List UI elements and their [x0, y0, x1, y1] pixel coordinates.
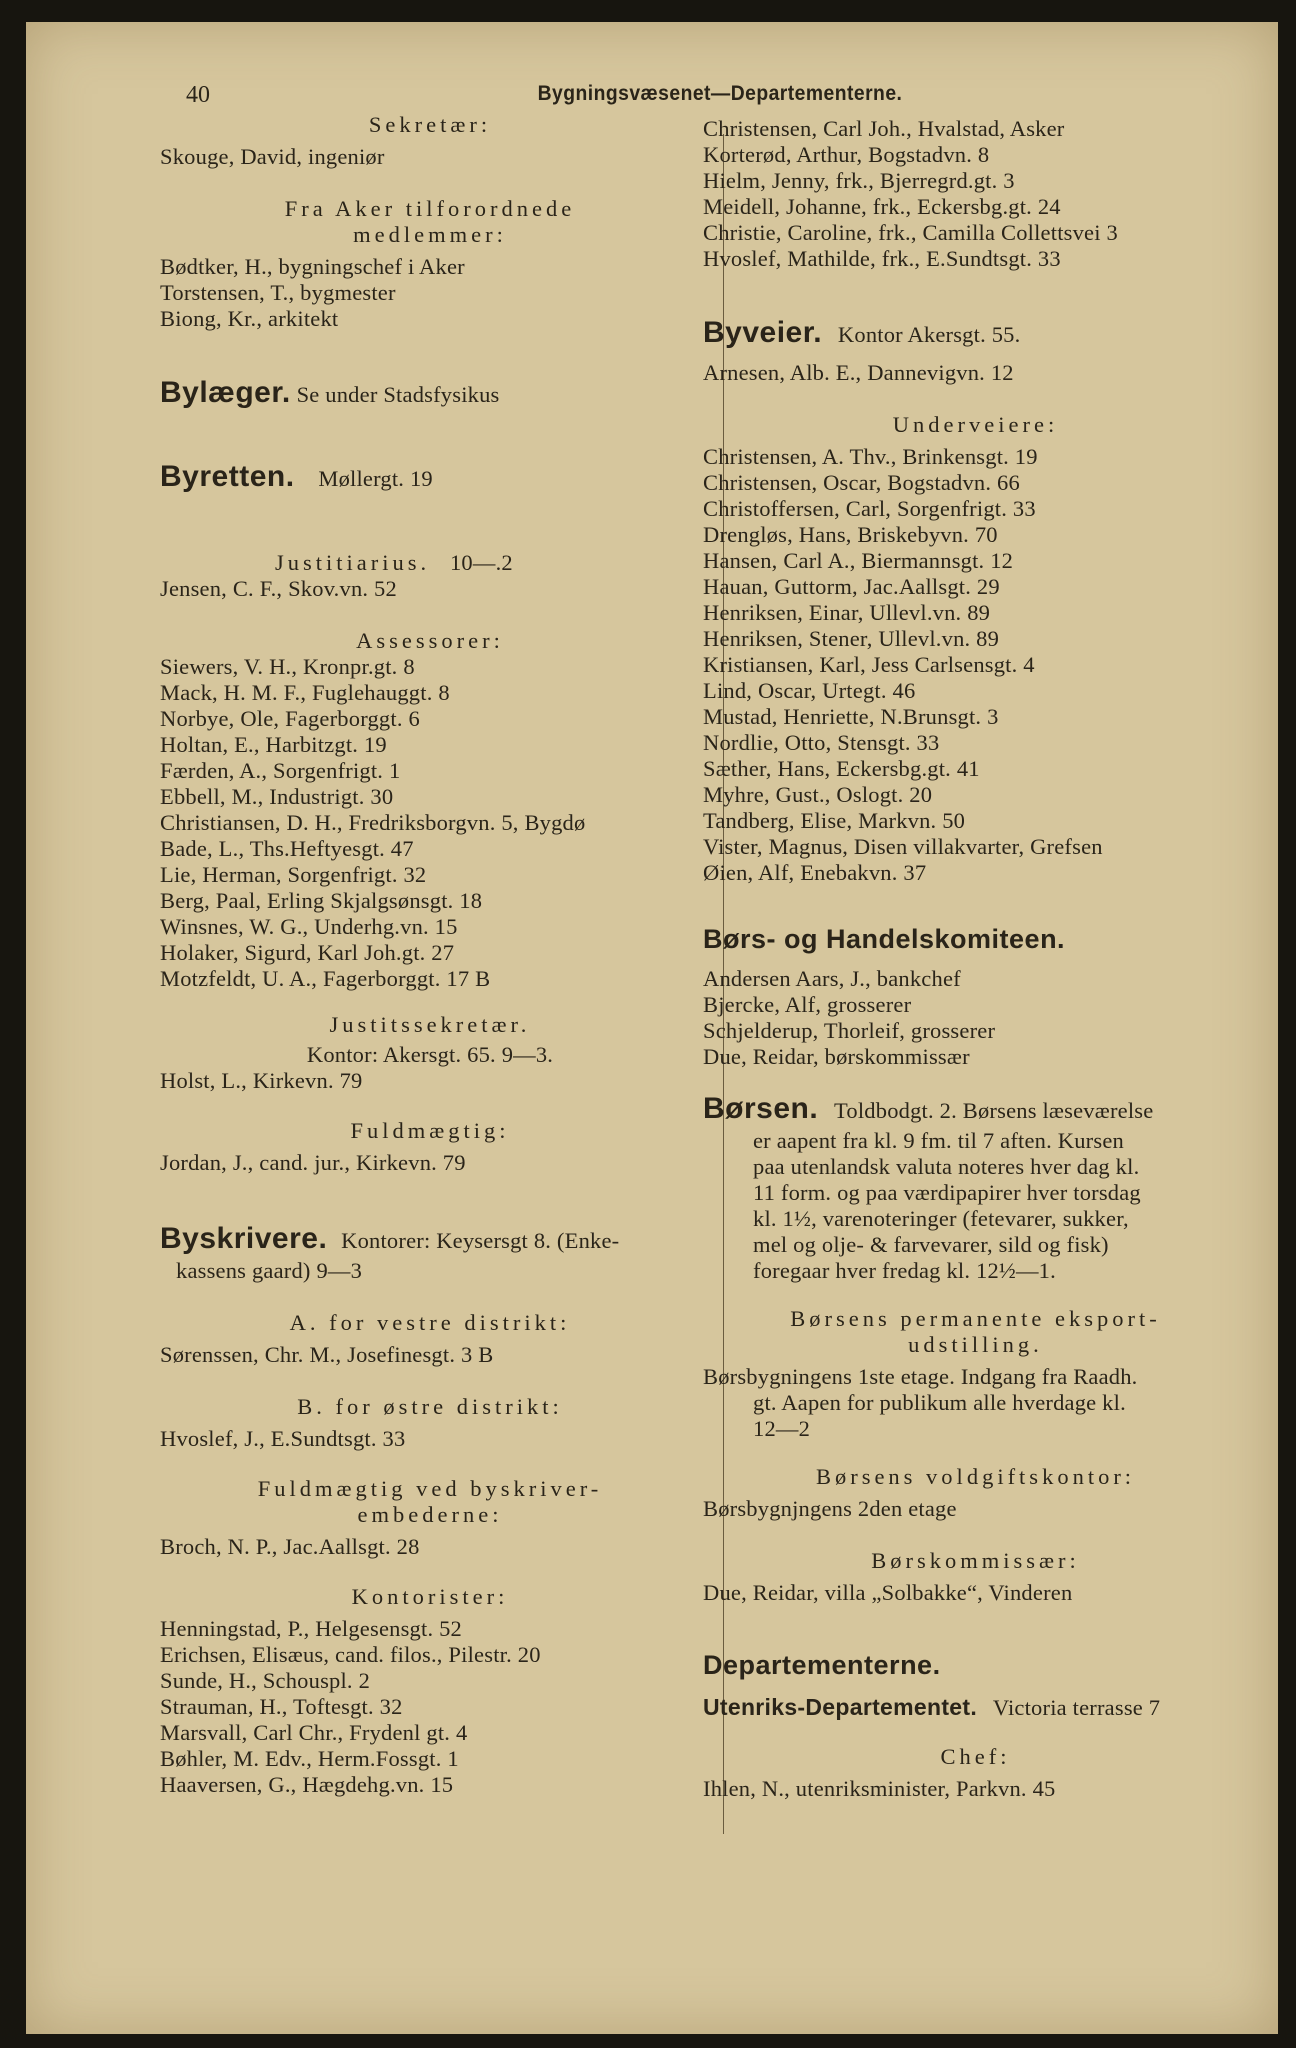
list-item: Norbye, Ole, Fagerborggt. 6	[160, 706, 420, 731]
section-note: Kontorer: Keysersgt 8. (Enke-	[341, 1228, 620, 1253]
list-item: Henriksen, Einar, Ullevl.vn. 89	[703, 600, 991, 625]
list-item: Vister, Magnus, Disen villakvarter, Grefsen	[703, 834, 1103, 859]
list-item: Christensen, Carl Joh., Hvalstad, Asker	[703, 116, 1065, 141]
list-item: Christie, Caroline, frk., Camilla Collettsvei 3	[703, 220, 1118, 245]
borsen-line: foregaar hver fredag kl. 12½—1.	[753, 1258, 1056, 1283]
chef-label: Chef:	[940, 1744, 1011, 1769]
utenriks-title: Utenriks-Departementet.	[703, 1694, 978, 1720]
list-item: Bødtker, H., bygningschef i Aker	[160, 254, 465, 279]
list-item: Christiansen, D. H., Fredriksborgvn. 5, Bygdø	[160, 810, 586, 835]
list-item: Hansen, Carl A., Biermannsgt. 12	[703, 548, 1014, 573]
list-item: Haaversen, G., Hægdehg.vn. 15	[160, 1772, 454, 1797]
list-item: Henriksen, Stener, Ullevl.vn. 89	[703, 626, 1000, 651]
kontorister-label: Kontorister:	[351, 1584, 509, 1609]
justitssekretaer-entry: Holst, L., Kirkevn. 79	[160, 1068, 363, 1093]
list-item: Ebbell, M., Industrigt. 30	[160, 784, 394, 809]
section-note: Toldbodgt. 2. Børsens læseværelse	[834, 1098, 1154, 1123]
list-item: Sæther, Hans, Eckersbg.gt. 41	[703, 756, 980, 781]
running-title: Bygningsvæsenet—Departementerne.	[537, 82, 903, 105]
list-item: Holtan, E., Harbitzgt. 19	[160, 732, 387, 757]
borsen-line: 11 form. og paa værdipapirer hver torsdag	[753, 1180, 1141, 1205]
list-item: Strauman, H., Toftesgt. 32	[160, 1694, 403, 1719]
list-item: Siewers, V. H., Kronpr.gt. 8	[160, 654, 415, 679]
list-item: Holaker, Sigurd, Karl Joh.gt. 27	[160, 940, 455, 965]
list-item: Korterød, Arthur, Bogstadvn. 8	[703, 142, 990, 167]
page-number: 40	[186, 82, 210, 108]
section-byveier	[703, 316, 1021, 349]
eksport-text: 12—2	[753, 1416, 811, 1441]
section-title: Byveier.	[703, 316, 823, 349]
borsen-line: paa utenlandsk valuta noteres hver dag kl.	[753, 1154, 1140, 1179]
list-item: Mack, H. M. F., Fuglehauggt. 8	[160, 680, 450, 705]
list-item: Sunde, H., Schouspl. 2	[160, 1668, 371, 1693]
justitssekretaer-label: Justitssekretær.	[329, 1012, 531, 1037]
justitiarius-hours: 10—.2	[449, 550, 513, 575]
kommissaer-label: Børskommissær:	[871, 1548, 1080, 1573]
ostre-entry: Hvoslef, J., E.Sundtsgt. 33	[160, 1426, 406, 1451]
ostre-label: B. for østre distrikt:	[297, 1394, 563, 1419]
list-item: Mustad, Henriette, N.Brunsgt. 3	[703, 704, 999, 729]
list-item: Torstensen, T., bygmester	[160, 280, 396, 305]
list-item: Myhre, Gust., Oslogt. 20	[703, 782, 933, 807]
list-item: Hauan, Guttorm, Jac.Aallsgt. 29	[703, 574, 1000, 599]
list-item: Nordlie, Otto, Stensgt. 33	[703, 730, 940, 755]
list-item: Christoffersen, Carl, Sorgenfrigt. 33	[703, 496, 1036, 521]
fuldmaegtig-label: Fuldmægtig:	[350, 1118, 510, 1143]
assessorer-label: Assessorer:	[356, 628, 504, 653]
list-item: Drengløs, Hans, Briskebyvn. 70	[703, 522, 998, 547]
list-item: Meidell, Johanne, frk., Eckersbg.gt. 24	[703, 194, 1061, 219]
justitiarius-entry: Jensen, C. F., Skov.vn. 52	[160, 576, 397, 601]
justitiarius-row	[275, 550, 513, 576]
list-item: Lie, Herman, Sorgenfrigt. 32	[160, 862, 427, 887]
list-item: Lind, Oscar, Urtegt. 46	[703, 678, 916, 703]
departementerne-title: Departementerne.	[703, 1650, 941, 1680]
eksport-text: gt. Aapen for publikum alle hverdage kl.	[753, 1390, 1126, 1415]
eksport-label-2: udstilling.	[908, 1332, 1043, 1357]
sekretaer-label: Sekretær:	[368, 112, 492, 137]
section-title: Byskrivere.	[160, 1222, 328, 1255]
list-item: Hielm, Jenny, frk., Bjerregrd.gt. 3	[703, 168, 1015, 193]
borsen-line: mel og olje- & farvevarer, sild og fisk)	[753, 1232, 1109, 1257]
list-item: Færden, A., Sorgenfrigt. 1	[160, 758, 401, 783]
chef-entry: Ihlen, N., utenriksminister, Parkvn. 45	[703, 1776, 1056, 1801]
section-borsen	[703, 1092, 1154, 1125]
list-item: Marsvall, Carl Chr., Frydenl gt. 4	[160, 1720, 468, 1745]
borsen-line: er aapent fra kl. 9 fm. til 7 aften. Kursen	[753, 1128, 1124, 1153]
list-item: Schjelderup, Thorleif, grosserer	[703, 1018, 996, 1043]
utenriks-row	[703, 1694, 1160, 1721]
sekretaer-entry: Skouge, David, ingeniør	[160, 144, 385, 169]
fuldmaegtig-entry: Jordan, J., cand. jur., Kirkevn. 79	[160, 1150, 466, 1175]
list-item: Motzfeldt, U. A., Fagerborggt. 17 B	[160, 966, 491, 991]
bors-title: Børs- og Handelskomiteen.	[703, 924, 1066, 954]
voldgift-label: Børsens voldgiftskontor:	[815, 1464, 1136, 1489]
borsen-line: kl. 1½, varenoteringer (fetevarer, sukker,	[753, 1206, 1129, 1231]
aker-label-1: Fra Aker tilforordnede	[284, 196, 576, 221]
list-item: Bøhler, M. Edv., Herm.Fossgt. 1	[160, 1746, 459, 1771]
list-item: Bjercke, Alf, grosserer	[703, 992, 912, 1017]
list-item: Biong, Kr., arkitekt	[160, 306, 339, 331]
section-title: Bylæger.	[160, 376, 291, 409]
utenriks-address: Victoria terrasse 7	[992, 1695, 1161, 1720]
list-item: Henningstad, P., Helgesensgt. 52	[160, 1616, 462, 1641]
justitssekretaer-kontor: Kontor: Akersgt. 65. 9—3.	[306, 1042, 554, 1067]
fuld-by-label-1: Fuldmægtig ved byskriver-	[257, 1476, 603, 1501]
section-bylaeger	[160, 376, 500, 409]
list-item: Kristiansen, Karl, Jess Carlsensgt. 4	[703, 652, 1035, 677]
list-item: Bade, L., Ths.Heftyesgt. 47	[160, 836, 414, 861]
aker-label-2: medlemmer:	[353, 222, 507, 247]
justitiarius-label: Justitiarius.	[275, 550, 431, 575]
list-item: Øien, Alf, Enebakvn. 37	[703, 860, 927, 885]
section-title: Byretten.	[160, 460, 295, 493]
list-item: Andersen Aars, J., bankchef	[703, 966, 961, 991]
byveier-entry: Arnesen, Alb. E., Dannevigvn. 12	[703, 360, 1014, 385]
section-byretten	[160, 460, 433, 493]
section-title: Børsen.	[703, 1092, 819, 1125]
eksport-label-1: Børsens permanente eksport-	[790, 1306, 1161, 1331]
voldgift-entry: Børsbygnjngens 2den etage	[703, 1496, 957, 1521]
list-item: Winsnes, W. G., Underhg.vn. 15	[160, 914, 458, 939]
underveiere-label: Underveiere:	[892, 412, 1059, 437]
section-byskrivere	[160, 1222, 620, 1255]
list-item: Christensen, Oscar, Bogstadvn. 66	[703, 470, 1020, 495]
vestre-label: A. for vestre distrikt:	[289, 1310, 571, 1335]
list-item: Christensen, A. Thv., Brinkensgt. 19	[703, 444, 1038, 469]
section-note: Se under Stadsfysikus	[296, 382, 500, 407]
vestre-entry: Sørenssen, Chr. M., Josefinesgt. 3 B	[160, 1342, 494, 1367]
eksport-text: Børsbygningens 1ste etage. Indgang fra Raadh.	[703, 1364, 1138, 1389]
list-item: Due, Reidar, børskommissær	[703, 1044, 970, 1069]
list-item: Hvoslef, Mathilde, frk., E.Sundtsgt. 33	[703, 246, 1061, 271]
fuld-by-entry: Broch, N. P., Jac.Aallsgt. 28	[160, 1534, 420, 1559]
section-address: Kontor Akersgt. 55.	[837, 322, 1021, 347]
list-item: Tandberg, Elise, Markvn. 50	[703, 808, 966, 833]
fuld-by-label-2: embederne:	[357, 1502, 503, 1527]
kommissaer-entry: Due, Reidar, villa „Solbakke“, Vinderen	[703, 1580, 1073, 1605]
list-item: Erichsen, Elisæus, cand. filos., Pilestr. 20	[160, 1642, 541, 1667]
section-address: Møllergt. 19	[318, 466, 433, 491]
byskrivere-line-2: kassens gaard) 9—3	[176, 1258, 363, 1283]
list-item: Berg, Paal, Erling Skjalgsønsgt. 18	[160, 888, 483, 913]
